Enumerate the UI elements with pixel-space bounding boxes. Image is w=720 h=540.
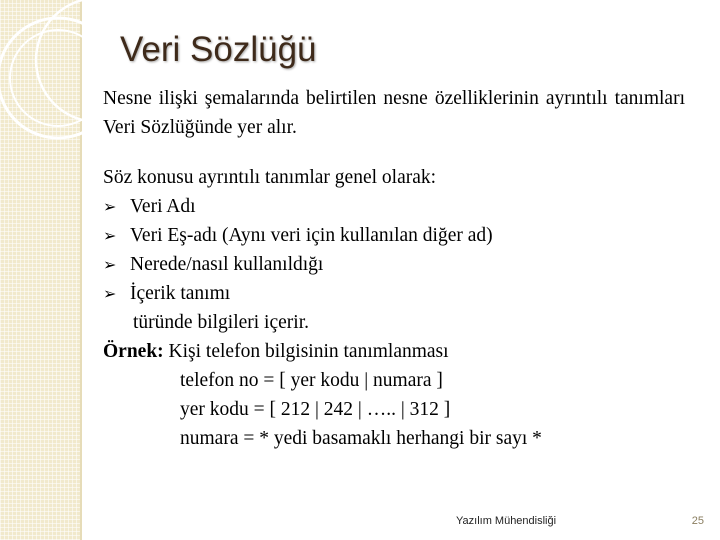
slide-title: Veri Sözlüğü <box>120 30 317 69</box>
list-heading: Söz konusu ayrıntılı tanımlar genel olarak: <box>103 167 437 188</box>
continuation-text: türünde bilgileri içerir. <box>133 312 309 333</box>
example-line <box>103 337 685 366</box>
bullet-item <box>103 250 685 279</box>
page-number: 25 <box>691 515 704 527</box>
bullet-item <box>103 279 685 308</box>
bullet-text: Veri Eş-adı (Aynı veri için kullanılan diğer ad) <box>130 225 493 246</box>
bullet-text: İçerik tanımı <box>130 283 231 304</box>
arrow-bullet-icon: ➢ <box>103 284 117 303</box>
bullet-text: Nerede/nasıl kullanıldığı <box>130 254 324 275</box>
intro-paragraph: Nesne ilişki şemalarında belirtilen nesne özelliklerinin ayrıntılı tanımları Veri Sözlüğünde yer alır. <box>103 88 685 138</box>
arrow-bullet-icon: ➢ <box>103 197 117 216</box>
example-detail-line: telefon no = [ yer kodu | numara ] <box>180 370 443 391</box>
example-text: Kişi telefon bilgisinin tanımlanması <box>163 341 449 362</box>
footer-text: Yazılım Mühendisliği <box>456 515 557 527</box>
example-detail-line: yer kodu = [ 212 | 242 | ….. | 312 ] <box>180 399 451 420</box>
bullet-item <box>103 221 685 250</box>
example-label: Örnek: <box>103 341 164 362</box>
arrow-bullet-icon: ➢ <box>103 226 117 245</box>
slide-body <box>103 84 685 453</box>
arrow-bullet-icon: ➢ <box>103 255 117 274</box>
bullet-item <box>103 192 685 221</box>
bullet-text: Veri Adı <box>130 196 196 217</box>
example-detail-line: numara = * yedi basamaklı herhangi bir sayı * <box>180 428 542 449</box>
